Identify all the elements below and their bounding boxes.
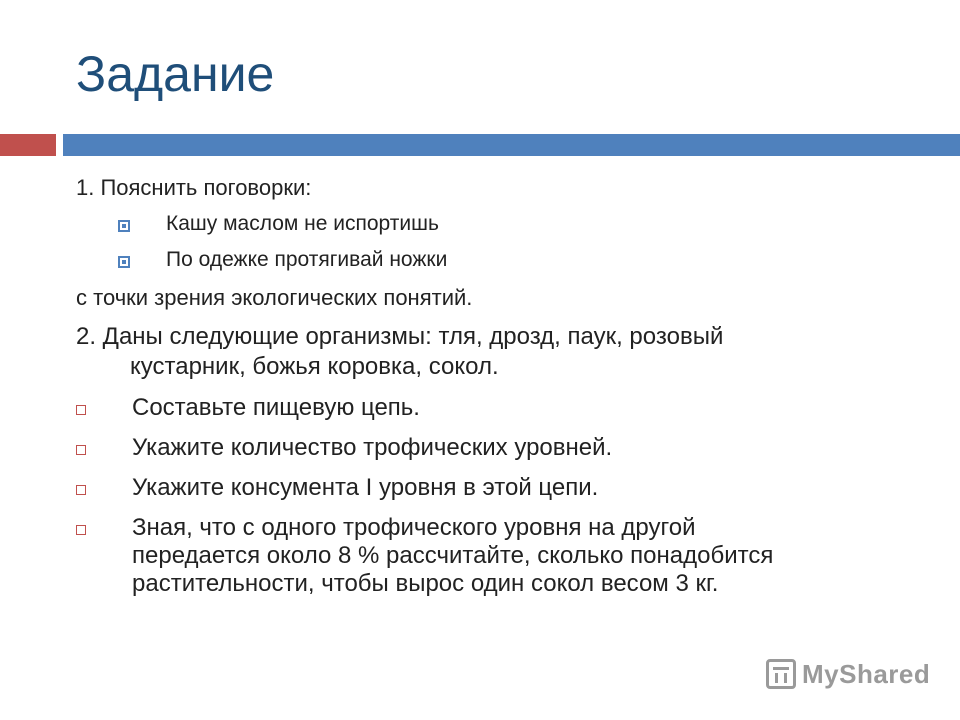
task4-line1: Зная, что с одного трофического уровня на другой xyxy=(132,514,696,541)
slide-title: Задание xyxy=(76,46,275,102)
proverb-text: Кашу маслом не испортишь xyxy=(166,212,439,235)
task-text: Укажите консумента I уровня в этой цепи. xyxy=(132,474,599,501)
item2-line1: 2. Даны следующие организмы: тля, дрозд, паук, розовый xyxy=(76,323,724,350)
task-text: Укажите количество трофических уровней. xyxy=(132,434,613,461)
task-item xyxy=(76,434,936,462)
item2-paragraph xyxy=(76,322,936,382)
task4-line3: растительности, чтобы вырос один сокол весом 3 кг. xyxy=(132,570,719,597)
context-line: с точки зрения экологических понятий. xyxy=(76,285,473,310)
item1-heading: 1. Пояснить поговорки: xyxy=(76,175,312,200)
task-item xyxy=(76,394,936,422)
task-item xyxy=(76,474,936,502)
proverb-item xyxy=(76,246,936,274)
hollow-square-bullet-icon xyxy=(76,485,86,495)
watermark-text: MyShared xyxy=(802,658,931,689)
proverb-text: По одежке протягивай ножки xyxy=(166,248,448,271)
square-bullet-icon xyxy=(118,256,130,268)
proverb-item xyxy=(76,210,936,238)
task-text: Составьте пищевую цепь. xyxy=(132,394,420,421)
accent-bar-right xyxy=(63,134,960,156)
task4-line2: передается около 8 % рассчитайте, сколько понадобится xyxy=(132,542,774,569)
square-bullet-icon xyxy=(118,220,130,232)
task-item xyxy=(76,514,936,598)
hollow-square-bullet-icon xyxy=(76,525,86,535)
watermark-logo xyxy=(766,656,930,692)
presentation-board-icon xyxy=(766,659,796,689)
slide-body xyxy=(76,174,936,598)
hollow-square-bullet-icon xyxy=(76,405,86,415)
accent-bar-left xyxy=(0,134,56,156)
hollow-square-bullet-icon xyxy=(76,445,86,455)
item2-line2: кустарник, божья коровка, сокол. xyxy=(130,353,499,380)
